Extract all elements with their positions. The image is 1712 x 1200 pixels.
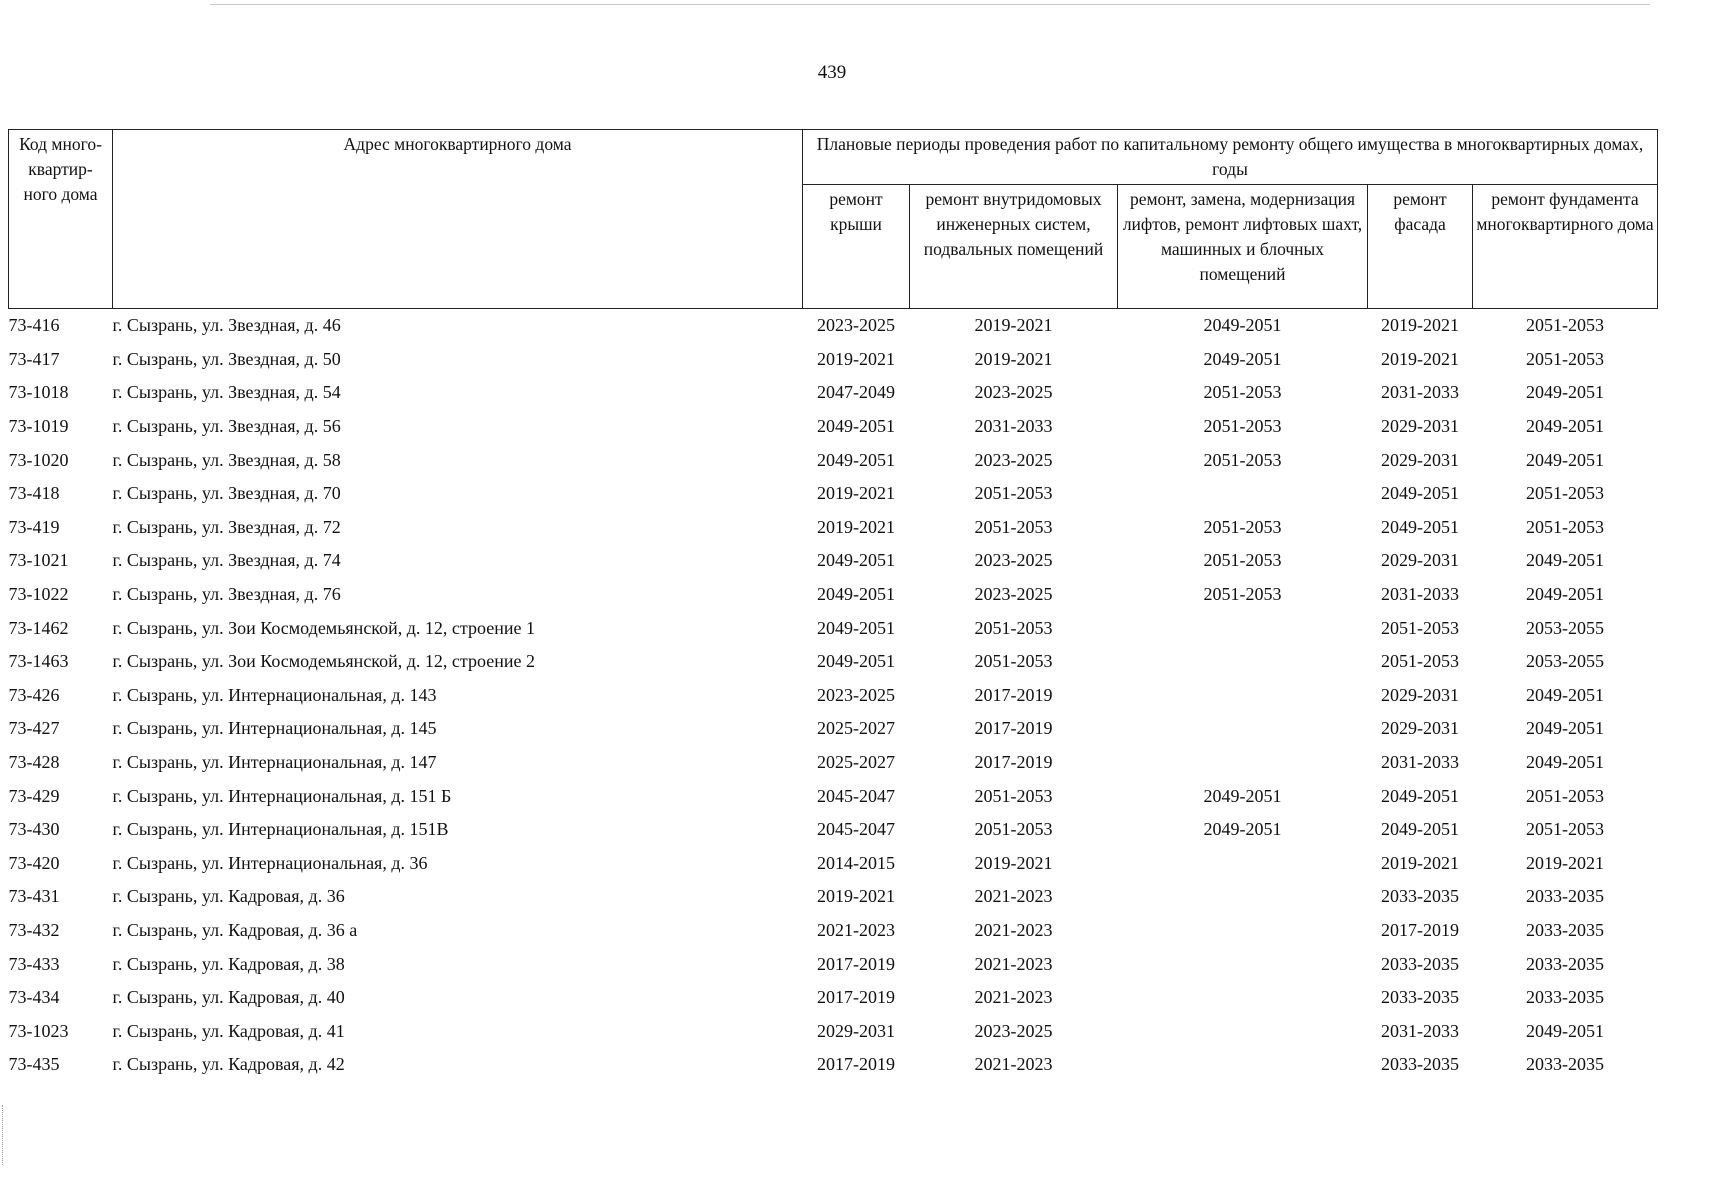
cell-facade: 2029-2031 bbox=[1381, 449, 1459, 470]
cell-roof: 2049-2051 bbox=[817, 416, 895, 437]
cell-elevators: 2049-2051 bbox=[1118, 309, 1368, 343]
header-facade: ремонт фасада bbox=[1368, 185, 1473, 309]
table-row bbox=[9, 410, 1658, 444]
cell-code: 73-426 bbox=[8, 684, 60, 705]
cell-code: 73-429 bbox=[8, 785, 60, 806]
cell-elevators: 2049-2051 bbox=[1203, 348, 1282, 369]
cell-code: 73-1463 bbox=[8, 651, 69, 672]
cell-address: г. Сызрань, ул. Звездная, д. 72 bbox=[112, 516, 341, 537]
cell-roof: 2023-2025 bbox=[803, 309, 910, 343]
cell-foundation: 2051-2053 bbox=[1526, 483, 1604, 504]
cell-elevators bbox=[1118, 947, 1368, 981]
cell-code: 73-1023 bbox=[8, 1020, 69, 1041]
cell-facade: 2033-2035 bbox=[1381, 1054, 1459, 1075]
cell-engineering: 2017-2019 bbox=[974, 718, 1053, 739]
cell-elevators bbox=[1118, 981, 1368, 1015]
table-row bbox=[9, 779, 1658, 813]
top-scan-rule bbox=[210, 4, 1650, 5]
table-row bbox=[9, 443, 1658, 477]
cell-facade: 2031-2033 bbox=[1381, 584, 1459, 605]
cell-code: 73-427 bbox=[8, 718, 60, 739]
table-row bbox=[9, 1048, 1658, 1082]
cell-foundation: 2051-2053 bbox=[1526, 785, 1604, 806]
cell-foundation: 2033-2035 bbox=[1526, 953, 1604, 974]
cell-foundation: 2053-2055 bbox=[1526, 651, 1604, 672]
cell-engineering: 2021-2023 bbox=[974, 919, 1053, 940]
cell-facade: 2049-2051 bbox=[1381, 785, 1459, 806]
cell-foundation: 2033-2035 bbox=[1526, 919, 1604, 940]
cell-facade: 2033-2035 bbox=[1381, 886, 1459, 907]
table-row bbox=[9, 544, 1658, 578]
cell-address: г. Сызрань, ул. Кадровая, д. 41 bbox=[112, 1020, 345, 1041]
cell-address: г. Сызрань, ул. Звездная, д. 70 bbox=[112, 483, 341, 504]
table-row bbox=[9, 914, 1658, 948]
cell-foundation: 2033-2035 bbox=[1526, 1054, 1604, 1075]
cell-engineering: 2019-2021 bbox=[974, 348, 1053, 369]
cell-roof: 2029-2031 bbox=[817, 1020, 895, 1041]
cell-roof: 2014-2015 bbox=[817, 852, 895, 873]
cell-elevators bbox=[1118, 847, 1368, 881]
cell-foundation: 2051-2053 bbox=[1526, 348, 1604, 369]
cell-address: г. Сызрань, ул. Звездная, д. 50 bbox=[112, 348, 341, 369]
cell-roof: 2023-2025 bbox=[817, 684, 895, 705]
cell-roof: 2045-2047 bbox=[817, 785, 895, 806]
cell-facade: 2019-2021 bbox=[1381, 348, 1459, 369]
table-row bbox=[9, 981, 1658, 1015]
table-row bbox=[9, 376, 1658, 410]
cell-facade: 2031-2033 bbox=[1381, 752, 1459, 773]
cell-facade: 2049-2051 bbox=[1381, 819, 1459, 840]
cell-code: 73-433 bbox=[8, 953, 60, 974]
capital-repair-table bbox=[8, 129, 1658, 1082]
table-row bbox=[9, 712, 1658, 746]
cell-address: г. Сызрань, ул. Кадровая, д. 42 bbox=[112, 1054, 345, 1075]
cell-code: 73-418 bbox=[8, 483, 60, 504]
cell-elevators bbox=[1118, 746, 1368, 780]
cell-foundation: 2051-2053 bbox=[1473, 309, 1658, 343]
cell-code: 73-416 bbox=[9, 309, 113, 343]
cell-roof: 2025-2027 bbox=[817, 752, 895, 773]
cell-facade: 2029-2031 bbox=[1381, 550, 1459, 571]
cell-code: 73-417 bbox=[8, 348, 60, 369]
cell-foundation: 2053-2055 bbox=[1526, 617, 1604, 638]
table-row bbox=[9, 679, 1658, 713]
cell-roof: 2049-2051 bbox=[817, 617, 895, 638]
cell-facade: 2033-2035 bbox=[1381, 987, 1459, 1008]
cell-facade: 2051-2053 bbox=[1381, 651, 1459, 672]
cell-foundation: 2033-2035 bbox=[1526, 886, 1604, 907]
cell-code: 73-1462 bbox=[8, 617, 69, 638]
cell-elevators bbox=[1118, 645, 1368, 679]
cell-facade: 2019-2021 bbox=[1381, 852, 1459, 873]
cell-elevators: 2051-2053 bbox=[1203, 416, 1282, 437]
header-foundation: ремонт фундамента многоквартирного дома bbox=[1473, 185, 1658, 309]
cell-foundation: 2051-2053 bbox=[1526, 516, 1604, 537]
cell-elevators bbox=[1118, 914, 1368, 948]
cell-address: г. Сызрань, ул. Интернациональная, д. 151 Б bbox=[112, 785, 452, 806]
cell-elevators: 2051-2053 bbox=[1203, 449, 1282, 470]
cell-address: г. Сызрань, ул. Звездная, д. 58 bbox=[112, 449, 341, 470]
cell-address: г. Сызрань, ул. Звездная, д. 46 bbox=[113, 309, 803, 343]
cell-roof: 2049-2051 bbox=[817, 651, 895, 672]
cell-code: 73-1021 bbox=[8, 550, 69, 571]
cell-facade: 2019-2021 bbox=[1368, 309, 1473, 343]
cell-engineering: 2051-2053 bbox=[974, 617, 1053, 638]
cell-elevators bbox=[1118, 712, 1368, 746]
cell-foundation: 2049-2051 bbox=[1526, 449, 1604, 470]
cell-elevators: 2051-2053 bbox=[1203, 382, 1282, 403]
header-code: Код много-квартир-ного дома bbox=[9, 130, 113, 309]
cell-elevators bbox=[1118, 477, 1368, 511]
cell-elevators: 2049-2051 bbox=[1203, 819, 1282, 840]
cell-elevators: 2051-2053 bbox=[1203, 550, 1282, 571]
cell-facade: 2029-2031 bbox=[1381, 416, 1459, 437]
cell-address: г. Сызрань, ул. Зои Космодемьянской, д. 12, строение 2 bbox=[112, 651, 535, 672]
cell-address: г. Сызрань, ул. Кадровая, д. 38 bbox=[112, 953, 345, 974]
cell-code: 73-1022 bbox=[8, 584, 69, 605]
table-body bbox=[9, 309, 1658, 1082]
cell-engineering: 2031-2033 bbox=[974, 416, 1053, 437]
header-periods-group: Плановые периоды проведения работ по капитальному ремонту общего имущества в многоквартирных домах, годы bbox=[803, 130, 1658, 185]
cell-address: г. Сызрань, ул. Интернациональная, д. 147 bbox=[112, 752, 437, 773]
cell-engineering: 2023-2025 bbox=[974, 550, 1053, 571]
cell-facade: 2049-2051 bbox=[1381, 516, 1459, 537]
cell-foundation: 2049-2051 bbox=[1526, 752, 1604, 773]
table-row bbox=[9, 847, 1658, 881]
cell-address: г. Сызрань, ул. Интернациональная, д. 151В bbox=[112, 819, 449, 840]
table-row bbox=[9, 611, 1658, 645]
cell-code: 73-1020 bbox=[8, 449, 69, 470]
table-row bbox=[9, 746, 1658, 780]
table-row bbox=[9, 813, 1658, 847]
table-row bbox=[9, 880, 1658, 914]
cell-roof: 2049-2051 bbox=[817, 584, 895, 605]
cell-foundation: 2019-2021 bbox=[1526, 852, 1604, 873]
cell-engineering: 2019-2021 bbox=[910, 309, 1118, 343]
cell-code: 73-435 bbox=[8, 1054, 60, 1075]
cell-roof: 2021-2023 bbox=[817, 919, 895, 940]
header-roof: ремонт крыши bbox=[803, 185, 910, 309]
cell-roof: 2019-2021 bbox=[817, 516, 895, 537]
header-address: Адрес многоквартирного дома bbox=[113, 130, 803, 309]
table-row bbox=[9, 645, 1658, 679]
cell-facade: 2051-2053 bbox=[1381, 617, 1459, 638]
cell-foundation: 2049-2051 bbox=[1526, 584, 1604, 605]
cell-roof: 2017-2019 bbox=[817, 1054, 895, 1075]
cell-code: 73-428 bbox=[8, 752, 60, 773]
cell-code: 73-1018 bbox=[8, 382, 69, 403]
cell-engineering: 2017-2019 bbox=[974, 684, 1053, 705]
cell-foundation: 2049-2051 bbox=[1526, 684, 1604, 705]
cell-code: 73-430 bbox=[8, 819, 60, 840]
cell-facade: 2031-2033 bbox=[1381, 382, 1459, 403]
cell-address: г. Сызрань, ул. Зои Космодемьянской, д. 12, строение 1 bbox=[112, 617, 535, 638]
cell-elevators bbox=[1118, 679, 1368, 713]
cell-engineering: 2021-2023 bbox=[974, 886, 1053, 907]
cell-elevators: 2051-2053 bbox=[1203, 584, 1282, 605]
cell-engineering: 2051-2053 bbox=[974, 483, 1053, 504]
cell-foundation: 2049-2051 bbox=[1526, 1020, 1604, 1041]
cell-code: 73-434 bbox=[8, 987, 60, 1008]
cell-facade: 2031-2033 bbox=[1381, 1020, 1459, 1041]
cell-foundation: 2049-2051 bbox=[1526, 718, 1604, 739]
cell-engineering: 2021-2023 bbox=[974, 953, 1053, 974]
page-number: 439 bbox=[817, 62, 847, 83]
cell-facade: 2029-2031 bbox=[1381, 718, 1459, 739]
cell-address: г. Сызрань, ул. Интернациональная, д. 143 bbox=[112, 684, 437, 705]
header-elevators: ремонт, замена, модернизация лифтов, ремонт лифтовых шахт, машинных и блочных помещений bbox=[1118, 185, 1368, 309]
cell-roof: 2019-2021 bbox=[817, 348, 895, 369]
cell-roof: 2019-2021 bbox=[817, 886, 895, 907]
cell-foundation: 2051-2053 bbox=[1526, 819, 1604, 840]
table-row bbox=[9, 343, 1658, 377]
scan-margin-mark bbox=[2, 1105, 9, 1165]
cell-foundation: 2049-2051 bbox=[1526, 550, 1604, 571]
cell-engineering: 2017-2019 bbox=[974, 752, 1053, 773]
cell-engineering: 2023-2025 bbox=[974, 382, 1053, 403]
cell-roof: 2025-2027 bbox=[817, 718, 895, 739]
cell-facade: 2049-2051 bbox=[1381, 483, 1459, 504]
cell-address: г. Сызрань, ул. Кадровая, д. 36 bbox=[112, 886, 345, 907]
table-row bbox=[9, 511, 1658, 545]
cell-engineering: 2023-2025 bbox=[974, 584, 1053, 605]
cell-elevators bbox=[1118, 611, 1368, 645]
cell-engineering: 2023-2025 bbox=[974, 449, 1053, 470]
cell-code: 73-1019 bbox=[8, 416, 69, 437]
cell-address: г. Сызрань, ул. Интернациональная, д. 36 bbox=[112, 852, 428, 873]
cell-elevators bbox=[1118, 880, 1368, 914]
cell-elevators bbox=[1118, 1014, 1368, 1048]
cell-engineering: 2019-2021 bbox=[974, 852, 1053, 873]
cell-roof: 2017-2019 bbox=[817, 953, 895, 974]
cell-engineering: 2051-2053 bbox=[974, 785, 1053, 806]
table-row bbox=[9, 1014, 1658, 1048]
cell-address: г. Сызрань, ул. Звездная, д. 76 bbox=[112, 584, 341, 605]
cell-roof: 2049-2051 bbox=[817, 550, 895, 571]
table-row bbox=[9, 578, 1658, 612]
cell-engineering: 2023-2025 bbox=[974, 1020, 1053, 1041]
cell-address: г. Сызрань, ул. Звездная, д. 54 bbox=[112, 382, 341, 403]
cell-engineering: 2051-2053 bbox=[974, 819, 1053, 840]
cell-elevators bbox=[1118, 1048, 1368, 1082]
cell-address: г. Сызрань, ул. Кадровая, д. 36 а bbox=[112, 919, 358, 940]
cell-engineering: 2021-2023 bbox=[974, 987, 1053, 1008]
cell-facade: 2033-2035 bbox=[1381, 953, 1459, 974]
cell-address: г. Сызрань, ул. Звездная, д. 56 bbox=[112, 416, 341, 437]
cell-code: 73-432 bbox=[8, 919, 60, 940]
cell-foundation: 2049-2051 bbox=[1526, 382, 1604, 403]
cell-address: г. Сызрань, ул. Интернациональная, д. 145 bbox=[112, 718, 437, 739]
cell-elevators: 2051-2053 bbox=[1203, 516, 1282, 537]
cell-facade: 2017-2019 bbox=[1381, 919, 1459, 940]
cell-roof: 2047-2049 bbox=[817, 382, 895, 403]
cell-code: 73-431 bbox=[8, 886, 60, 907]
cell-engineering: 2051-2053 bbox=[974, 651, 1053, 672]
cell-code: 73-420 bbox=[8, 852, 60, 873]
header-engineering: ремонт внутридомовых инженерных систем, подвальных помещений bbox=[910, 185, 1118, 309]
cell-engineering: 2021-2023 bbox=[974, 1054, 1053, 1075]
cell-elevators: 2049-2051 bbox=[1203, 785, 1282, 806]
cell-code: 73-419 bbox=[8, 516, 60, 537]
header-row-top bbox=[9, 130, 1658, 185]
cell-roof: 2019-2021 bbox=[817, 483, 895, 504]
cell-roof: 2017-2019 bbox=[817, 987, 895, 1008]
cell-facade: 2029-2031 bbox=[1381, 684, 1459, 705]
cell-foundation: 2033-2035 bbox=[1526, 987, 1604, 1008]
cell-address: г. Сызрань, ул. Кадровая, д. 40 bbox=[112, 987, 345, 1008]
cell-engineering: 2051-2053 bbox=[974, 516, 1053, 537]
cell-roof: 2049-2051 bbox=[817, 449, 895, 470]
cell-foundation: 2049-2051 bbox=[1526, 416, 1604, 437]
table-row bbox=[9, 309, 1658, 343]
table-row bbox=[9, 947, 1658, 981]
cell-roof: 2045-2047 bbox=[817, 819, 895, 840]
table-row bbox=[9, 477, 1658, 511]
cell-address: г. Сызрань, ул. Звездная, д. 74 bbox=[112, 550, 341, 571]
